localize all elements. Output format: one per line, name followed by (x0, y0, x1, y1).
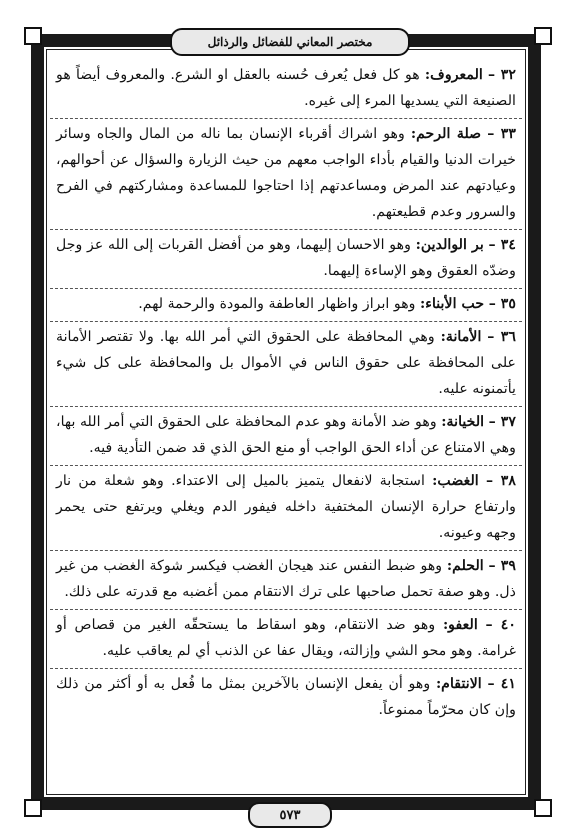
page-content (50, 60, 522, 788)
entry-term: العفو: (442, 617, 478, 633)
page-number-badge (248, 802, 332, 828)
entry-term: الانتقام: (435, 676, 482, 692)
entry-text: وهو الاحسان إليهما، وهو من أفضل القربات إلى الله عز وجل وضدّه العقوق وهو الإساءة إليهما. (56, 237, 516, 279)
definition-entry (50, 407, 522, 466)
entry-number: ٣٥ – (488, 296, 516, 312)
entry-text: وهو ابراز واظهار العاطفة والمودة والرحمة لهم. (138, 296, 416, 312)
entry-term: الحلم: (446, 558, 484, 574)
definition-entry (50, 669, 522, 727)
entry-number: ٣٨ – (485, 473, 516, 489)
definition-entry (50, 322, 522, 407)
definition-entry (50, 551, 522, 610)
definition-entry (50, 60, 522, 119)
entry-text: وهو ضبط النفس عند هيجان الغضب فيكسر شوكة الغضب من غير ذل. وهو صفة تحمل صاحبها على ترك الانتقام ممن أغضبه مع قدرته على ذلك. (56, 558, 516, 600)
definition-entry (50, 119, 522, 230)
page-number: ٥٧٣ (279, 807, 301, 823)
entry-number: ٣٧ – (488, 414, 516, 430)
corner-ornament (24, 799, 42, 817)
entry-term: الأمانة: (440, 329, 482, 345)
corner-ornament (534, 799, 552, 817)
entry-number: ٣٤ – (488, 237, 516, 253)
definition-entry (50, 610, 522, 669)
entry-term: بر الوالدين: (415, 237, 484, 253)
corner-ornament (24, 27, 42, 45)
entry-number: ٤١ – (487, 676, 516, 692)
definition-entry (50, 230, 522, 289)
entry-term: الغضب: (432, 473, 479, 489)
entry-text: وهو ضد الأمانة وهو عدم المحافظة على الحقوق التي أمر الله بها، وهي الامتناع عن أداء الحق الواجب أو منع الحق الذي قد ضمن التأدية فيه. (56, 414, 516, 456)
entry-number: ٣٣ – (487, 126, 516, 142)
entry-number: ٤٠ – (485, 617, 516, 633)
entry-text: وهو ضد الانتقام، وهو اسقاط ما يستحقّه الغير من قصاص أو غرامة. وهو محو الشي وإزالته، ويقال عفا عن الذنب أي لم يعاقب عليه. (56, 617, 516, 659)
definition-entry (50, 466, 522, 551)
entry-text: هو كل فعل يُعرف حُسنه بالعقل او الشرع. والمعروف أيضاً هو الصنيعة التي يسديها المرء إلى غيره. (56, 67, 516, 109)
book-title: مختصر المعاني للفضائل والرذائل (207, 35, 373, 49)
header-banner (170, 28, 410, 56)
entry-term: الخيانة: (441, 414, 485, 430)
entry-term: حب الأبناء: (420, 296, 485, 312)
definition-entry (50, 289, 522, 322)
entry-term: المعروف: (424, 67, 483, 83)
entry-text: وهو اشراك أقرباء الإنسان بما ناله من المال والجاه وسائر خيرات الدنيا والقيام بأداء الواجب معهم من حيث الزيارة والسؤال عن أحوالهم، وعيادتهم عند المرض ومساعدتهم إذا احتاجوا للمساعدة ومشاركتهم في الفرح والسرور وعدم قطيعتهم. (56, 126, 516, 220)
entry-number: ٣٦ – (487, 329, 516, 345)
entry-text: وهو أن يفعل الإنسان بالآخرين بمثل ما فُعل به أو أكثر من ذلك وإن كان محرّماً ممنوعاً. (56, 676, 516, 718)
entry-number: ٣٢ – (488, 67, 516, 83)
entry-number: ٣٩ – (488, 558, 516, 574)
entry-term: صلة الرحم: (410, 126, 482, 142)
entry-text: وهي المحافظة على الحقوق التي أمر الله بها. ولا تقتصر الأمانة على المحافظة على حقوق الناس في الأموال بل والمحافظة على كل شيء يأتمنونه عليه. (56, 329, 516, 397)
entry-text: استجابة لانفعال يتميز بالميل إلى الاعتداء. وهو شعلة من نار وارتفاع حرارة الإنسان المختفية داخله فيفور الدم ويغلي ويرتفع حتى يحمر وجهه وعيونه. (56, 473, 516, 541)
corner-ornament (534, 27, 552, 45)
